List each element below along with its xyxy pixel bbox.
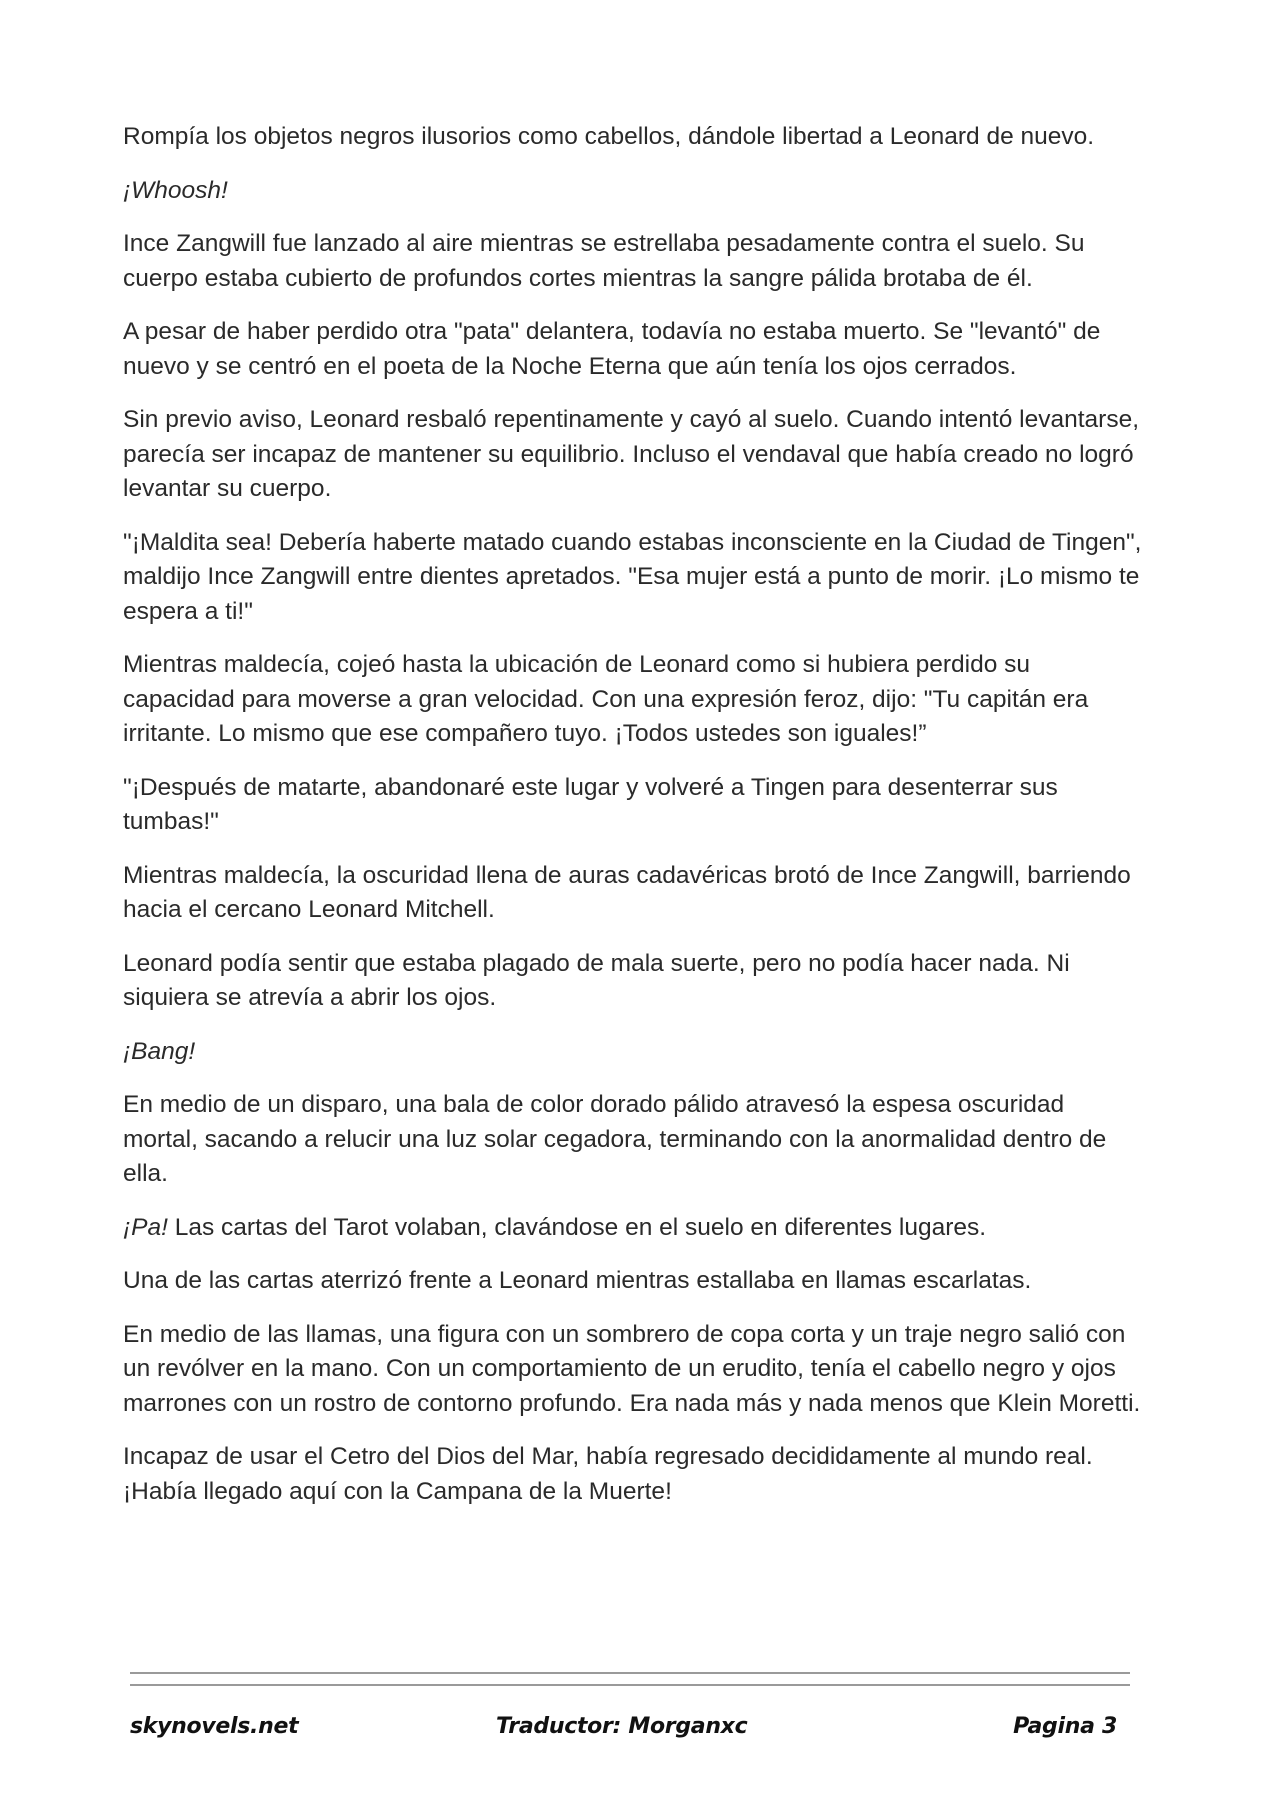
paragraph: En medio de un disparo, una bala de color dorado pálido atravesó la espesa oscuridad mortal, sacando a relucir una luz solar cegadora, terminando con la anormalidad dentro de ella.	[123, 1091, 1107, 1187]
paragraph: Una de las cartas aterrizó frente a Leonard mientras estallaba en llamas escarlatas.	[123, 1267, 1032, 1294]
footer-site: skynovels.net	[130, 1714, 299, 1739]
footer-translator: Traductor: Morganxc	[496, 1714, 748, 1739]
paragraph: Incapaz de usar el Cetro del Dios del Mar, había regresado decididamente al mundo real. ¡Había llegado aquí con la Campana de la Muerte!	[123, 1443, 1093, 1505]
paragraph: A pesar de haber perdido otra "pata" delantera, todavía no estaba muerto. Se "levantó" de nuevo y se centró en el poeta de la Noche Eterna que aún tenía los ojos cerrados.	[123, 318, 1101, 380]
paragraph: Leonard podía sentir que estaba plagado de mala suerte, pero no podía hacer nada. Ni siquiera se atrevía a abrir los ojos.	[123, 949, 1070, 1011]
paragraph	[123, 1211, 1143, 1246]
sound-effect: ¡Whoosh!	[123, 176, 228, 204]
paragraph: "¡Maldita sea! Debería haberte matado cuando estabas inconsciente en la Ciudad de Tingen", maldijo Ince Zangwill entre dientes apretados. "Esa mujer está a punto de morir. ¡Lo mismo te espera a ti!"	[123, 528, 1142, 625]
paragraph: Sin previo aviso, Leonard resbaló repentinamente y cayó al suelo. Cuando intentó levantarse, parecía ser incapaz de mantener su equilibrio. Incluso el vendaval que había creado no logró levantar su cuerpo.	[123, 406, 1140, 502]
sound-effect-inline: ¡Pa!	[123, 1213, 168, 1241]
footer-divider-bottom	[130, 1684, 1130, 1686]
chapter-body	[123, 120, 1143, 1528]
footer-page-number: Pagina 3	[1013, 1714, 1117, 1739]
paragraph-rest: Las cartas del Tarot volaban, clavándose en el suelo en diferentes lugares.	[167, 1213, 987, 1241]
paragraph: Mientras maldecía, cojeó hasta la ubicación de Leonard como si hubiera perdido su capacidad para moverse a gran velocidad. Con una expresión feroz, dijo: "Tu capitán era irritante. Lo mismo que ese compañero tuyo. ¡Todos ustedes son iguales!”	[123, 651, 1089, 747]
paragraph: Mientras maldecía, la oscuridad llena de auras cadavéricas brotó de Ince Zangwill, barriendo hacia el cercano Leonard Mitchell.	[123, 861, 1131, 923]
paragraph: En medio de las llamas, una figura con un sombrero de copa corta y un traje negro salió con un revólver en la mano. Con un comportamiento de un erudito, tenía el cabello negro y ojos marrones con un rostro de contorno profundo. Era nada más y nada menos que Klein Moretti.	[123, 1320, 1141, 1417]
paragraph: "¡Después de matarte, abandonaré este lugar y volveré a Tingen para desenterrar sus tumbas!"	[123, 773, 1058, 835]
footer-divider-top	[130, 1672, 1130, 1674]
paragraph: Rompía los objetos negros ilusorios como cabellos, dándole libertad a Leonard de nuevo.	[123, 123, 1095, 150]
paragraph: Ince Zangwill fue lanzado al aire mientras se estrellaba pesadamente contra el suelo. Su cuerpo estaba cubierto de profundos cortes mientras la sangre pálida brotaba de él.	[123, 230, 1085, 292]
sound-effect: ¡Bang!	[123, 1037, 196, 1065]
